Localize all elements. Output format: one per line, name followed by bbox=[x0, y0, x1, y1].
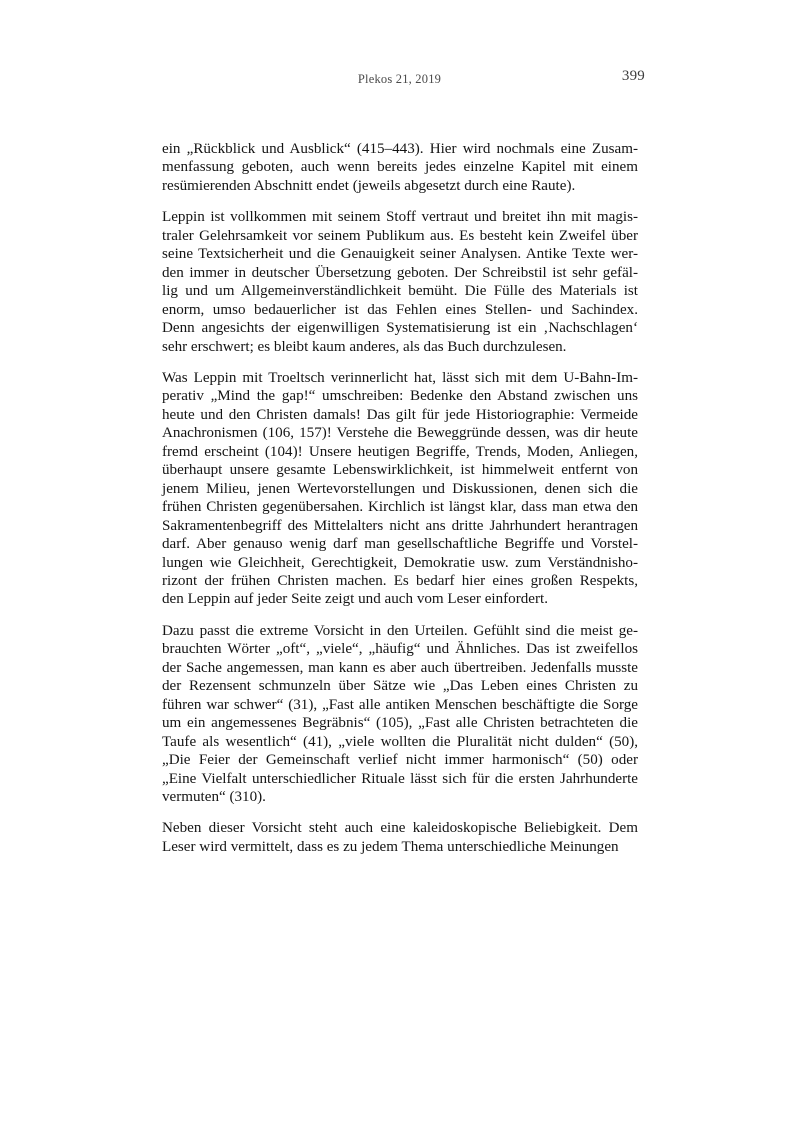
text-line: lig und um Allgemeinverständlichkeit bemüht. Die Fülle des Materials ist bbox=[162, 283, 638, 300]
text-line: frühen Christen gegenübersahen. Kirchlich ist längst klar, dass man etwa den bbox=[162, 499, 638, 516]
text-line: Taufe als wesentlich“ (41), „viele wollten die Pluralität nicht dulden“ (50), bbox=[162, 733, 638, 750]
text-line: „Die Feier der Gemeinschaft verlief nicht immer harmonisch“ (50) oder bbox=[162, 752, 638, 769]
text-line: Dazu passt die extreme Vorsicht in den Urteilen. Gefühlt sind die meist ge- bbox=[162, 622, 638, 639]
text-line: resümierenden Abschnitt endet (jeweils abgesetzt durch eine Raute). bbox=[162, 177, 576, 194]
text-line: Sakramentenbegriff des Mittelalters nicht ans dritte Jahrhundert herantragen bbox=[162, 517, 638, 534]
text-line: Anachronismen (106, 157)! Verstehe die Beweggründe dessen, was dir heute bbox=[162, 425, 638, 442]
running-head-title: Plekos 21, 2019 bbox=[357, 72, 442, 86]
text-line: der Sache angemessen, man kann es aber auch übertreiben. Jedenfalls musste bbox=[162, 659, 638, 676]
paragraph bbox=[162, 140, 638, 195]
body-text-block bbox=[162, 140, 638, 856]
text-line: „Eine Vielfalt unterschiedlicher Rituale lässt sich für die ersten Jahrhunderte bbox=[162, 770, 638, 787]
text-line: fremd erscheint (104)! Unsere heutigen Begriffe, Trends, Moden, Anliegen, bbox=[162, 443, 638, 460]
text-line: traler Gelehrsamkeit vor seinem Publikum aus. Es besteht kein Zweifel über bbox=[162, 227, 638, 244]
text-line: seine Textsicherheit und die Genauigkeit seiner Analysen. Antike Texte wer- bbox=[162, 246, 638, 263]
text-line: ein „Rückblick und Ausblick“ (415–443). Hier wird nochmals eine Zusam- bbox=[162, 141, 638, 157]
text-line: darf. Aber genauso wenig darf man gesellschaftliche Begriffe und Vorstel- bbox=[162, 536, 638, 553]
text-line: rizont der frühen Christen machen. Es bedarf hier eines großen Respekts, bbox=[162, 572, 638, 589]
text-line: um ein angemessenes Begräbnis“ (105), „Fast alle Christen betrachteten die bbox=[162, 715, 638, 732]
text-line: Denn angesichts der eigenwilligen Systematisierung ist ein ‚Nachschlagen‘ bbox=[162, 320, 638, 337]
paragraph bbox=[162, 622, 638, 807]
running-head bbox=[0, 68, 799, 92]
page-number: 399 bbox=[621, 68, 645, 84]
text-line: sehr erschwert; es bleibt kaum anderes, als das Buch durchzulesen. bbox=[162, 338, 567, 355]
text-line: überhaupt unsere gesamte Lebenswirklichkeit, ist himmelweit entfernt von bbox=[162, 462, 638, 479]
text-line: jenem Milieu, jenen Wertevorstellungen und Diskussionen, denen sich die bbox=[162, 480, 638, 497]
text-line: menfassung geboten, auch wenn bereits jedes einzelne Kapitel mit einem bbox=[162, 159, 638, 176]
paragraph bbox=[162, 369, 638, 609]
text-line: der Rezensent schmunzeln über Sätze wie „Das Leben eines Christen zu bbox=[162, 678, 638, 695]
text-line: heute und den Christen damals! Das gilt für jede Historiographie: Vermeide bbox=[162, 406, 638, 423]
text-line: den immer in deutscher Übersetzung geboten. Der Schreibstil ist sehr gefäl- bbox=[162, 264, 638, 281]
text-line: perativ „Mind the gap!“ umschreiben: Bedenke den Abstand zwischen uns bbox=[162, 388, 638, 405]
text-line: Was Leppin mit Troeltsch verinnerlicht hat, lässt sich mit dem U-Bahn-Im- bbox=[162, 369, 638, 386]
text-line: brauchten Wörter „oft“, „viele“, „häufig“ und Ähnliches. Das ist zweifellos bbox=[162, 641, 638, 658]
text-line: führen war schwer“ (31), „Fast alle antiken Menschen beschäftigte die Sorge bbox=[162, 696, 638, 713]
text-line: Leser wird vermittelt, dass es zu jedem Thema unterschiedliche Meinungen bbox=[162, 838, 619, 855]
text-line: den Leppin auf jeder Seite zeigt und auch vom Leser einfordert. bbox=[162, 591, 548, 608]
text-line: vermuten“ (310). bbox=[162, 788, 266, 805]
paragraph bbox=[162, 819, 638, 856]
text-line: Leppin ist vollkommen mit seinem Stoff vertraut und breitet ihn mit magis- bbox=[162, 209, 638, 226]
text-line: Neben dieser Vorsicht steht auch eine kaleidoskopische Beliebigkeit. Dem bbox=[162, 820, 638, 837]
text-line: enorm, umso bedauerlicher ist das Fehlen eines Stellen- und Sachindex. bbox=[162, 301, 638, 318]
text-line: lungen wie Gleichheit, Gerechtigkeit, Demokratie usw. zum Verständnisho- bbox=[162, 554, 638, 571]
paragraph bbox=[162, 208, 638, 356]
